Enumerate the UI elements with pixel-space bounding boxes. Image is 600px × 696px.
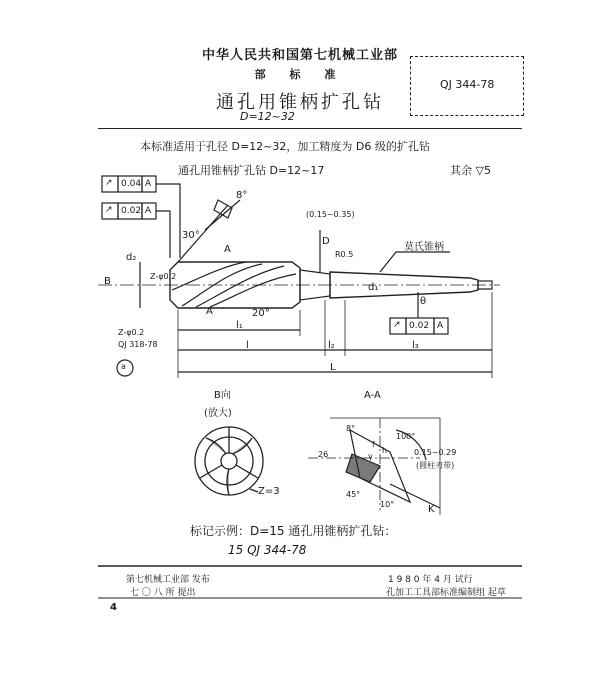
- section-aa-k: K: [428, 504, 435, 515]
- tol3-ref: A: [437, 321, 444, 331]
- footer-issuer: 第七机械工业部 发布: [126, 575, 210, 585]
- section-aa-cutting-edge: [346, 454, 380, 482]
- tol3-symbol: ↗: [393, 320, 401, 330]
- d2-label: d₂: [126, 252, 137, 263]
- l-label: l: [246, 340, 249, 351]
- l2-label: l₂: [328, 340, 335, 351]
- footer-date: 1 9 8 0 年 4 月 试行: [388, 575, 473, 585]
- section-aa-f: f: [372, 440, 375, 449]
- section-aa-title: A-A: [364, 390, 381, 401]
- marking-example-line2: 15 QJ 344-78: [228, 543, 307, 557]
- tol1-value: 0.04: [121, 179, 142, 189]
- tol1-symbol: ↗: [105, 178, 113, 188]
- center-hole-std: QJ 318-78: [118, 340, 158, 349]
- tol3-value: 0.02: [409, 321, 430, 331]
- section-b-teeth: Z=3: [258, 486, 280, 497]
- d1-label: D: [322, 236, 330, 247]
- angle-8-label: 8°: [236, 190, 248, 201]
- section-b-scale: (放大): [204, 408, 232, 419]
- section-b-view: [195, 427, 263, 495]
- l3-label: l₃: [412, 340, 419, 351]
- marking-example-line1: 标记示例：D=15 通孔用锥柄扩孔钻：: [190, 524, 397, 538]
- section-aa-angle10: 10°: [380, 500, 395, 509]
- view-b-marker: B: [104, 276, 111, 287]
- morse-leader: [380, 252, 450, 272]
- angle-30-label: 30°: [182, 230, 200, 241]
- section-aa-angle100: 100°: [396, 432, 416, 441]
- section-aa-h: h: [382, 446, 388, 455]
- document-title: 通孔用锥柄扩孔钻: [216, 92, 384, 113]
- section-a-label-bottom: A: [206, 306, 213, 317]
- section-a-label-top: A: [224, 244, 231, 255]
- section-aa-angle45: 45°: [346, 490, 361, 499]
- angle-20-label: 20°: [252, 308, 270, 319]
- theta-label: θ: [420, 296, 427, 307]
- flute-2: [196, 266, 284, 307]
- ministry-title: 中华人民共和国第七机械工业部: [201, 48, 398, 63]
- page-number: 4: [110, 602, 117, 613]
- tol1-ref: A: [145, 179, 152, 189]
- r05-label: R0.5: [335, 250, 354, 259]
- d1-shank-label: d₁: [368, 282, 379, 293]
- morse-label: 莫氏锥柄: [404, 242, 444, 253]
- shank-hole-label: Z-φ0.2: [150, 272, 177, 281]
- scope-text: 本标准适用于孔径 D=12~32，加工精度为 D6 级的扩孔钻: [140, 140, 430, 153]
- tol2-leader: [156, 211, 170, 258]
- center-hole-label: Z-φ0.2: [118, 328, 145, 337]
- drawing-subtitle: 通孔用锥柄扩孔钻 D=12~17: [178, 164, 325, 177]
- L-label: L: [330, 362, 336, 373]
- section-b-title: B向: [214, 390, 231, 401]
- section-aa-chamfer: 0.15~0.29: [414, 448, 457, 457]
- section-b-z-leader: [250, 489, 258, 492]
- footer-drafter: 孔加工工具部标准编制组 起草: [386, 588, 506, 598]
- section-aa-angle8: 8°: [346, 424, 356, 433]
- d1-tol-label: (0.15~0.35): [306, 210, 355, 219]
- diameter-range: D=12~32: [240, 110, 295, 123]
- section-aa-26: 26: [318, 450, 329, 459]
- tol2-ref: A: [145, 206, 152, 216]
- footer-proposer: 七 〇 八 所 提出: [130, 588, 196, 598]
- tol1-leader: [156, 184, 180, 258]
- section-aa-gamma: γ: [368, 452, 373, 461]
- roughness-note: 其余 ▽5: [450, 164, 491, 177]
- section-b-core: [221, 453, 237, 469]
- tol2-symbol: ↗: [105, 205, 113, 215]
- l1-label: l₁: [236, 320, 243, 331]
- tol2-value: 0.02: [121, 206, 142, 216]
- detail-a-label: a: [121, 362, 126, 371]
- standard-code: QJ 344-78: [440, 78, 495, 91]
- standard-category: 部 标 准: [254, 68, 346, 81]
- section-aa-chamfer-note: (圆柱刃带): [416, 461, 455, 470]
